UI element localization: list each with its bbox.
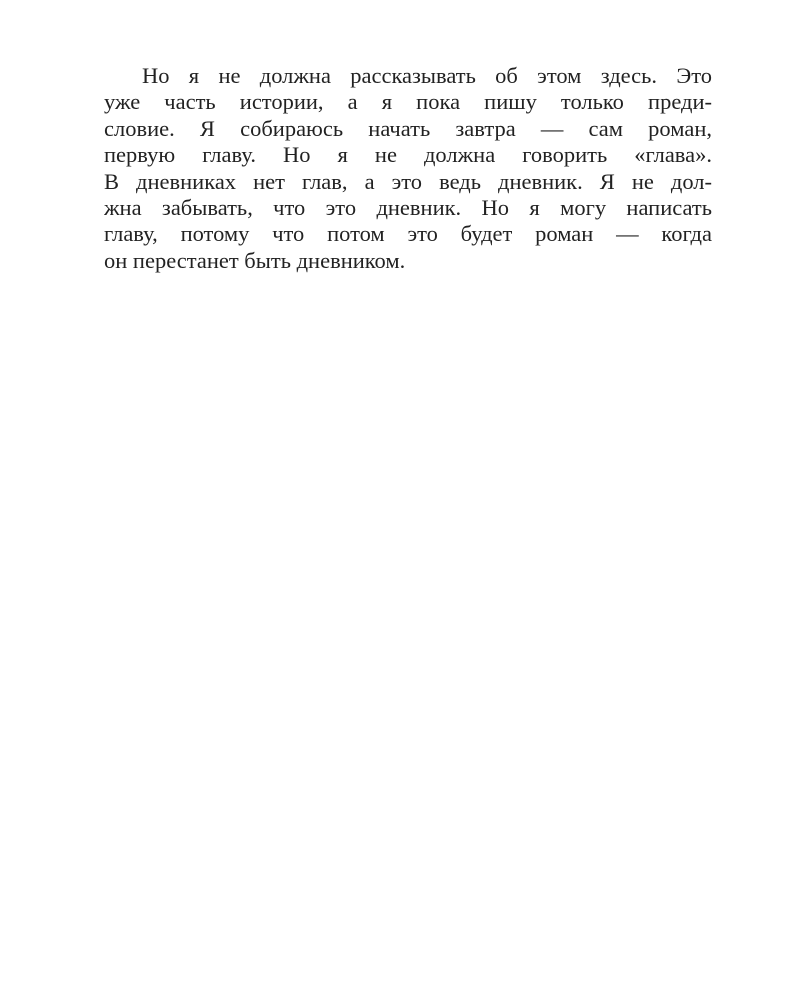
paragraph-line-3: словие. Я собираюсь начать завтра — сам роман, (104, 115, 712, 141)
paragraph-line-7: главу, потому что потом это будет роман — когда (104, 221, 712, 247)
body-paragraph (104, 63, 712, 274)
paragraph-line-4: первую главу. Но я не должна говорить «глава». (104, 142, 712, 168)
paragraph-line-2: уже часть истории, а я пока пишу только преди- (104, 89, 712, 115)
paragraph-line-5: В дневниках нет глав, а это ведь дневник. Я не дол- (104, 168, 712, 194)
paragraph-line-8: он перестанет быть дневником. (104, 247, 406, 273)
paragraph-line-1: Но я не должна рассказывать об этом здесь. Это (142, 63, 712, 88)
paragraph-line-6: жна забывать, что это дневник. Но я могу написать (104, 194, 712, 220)
